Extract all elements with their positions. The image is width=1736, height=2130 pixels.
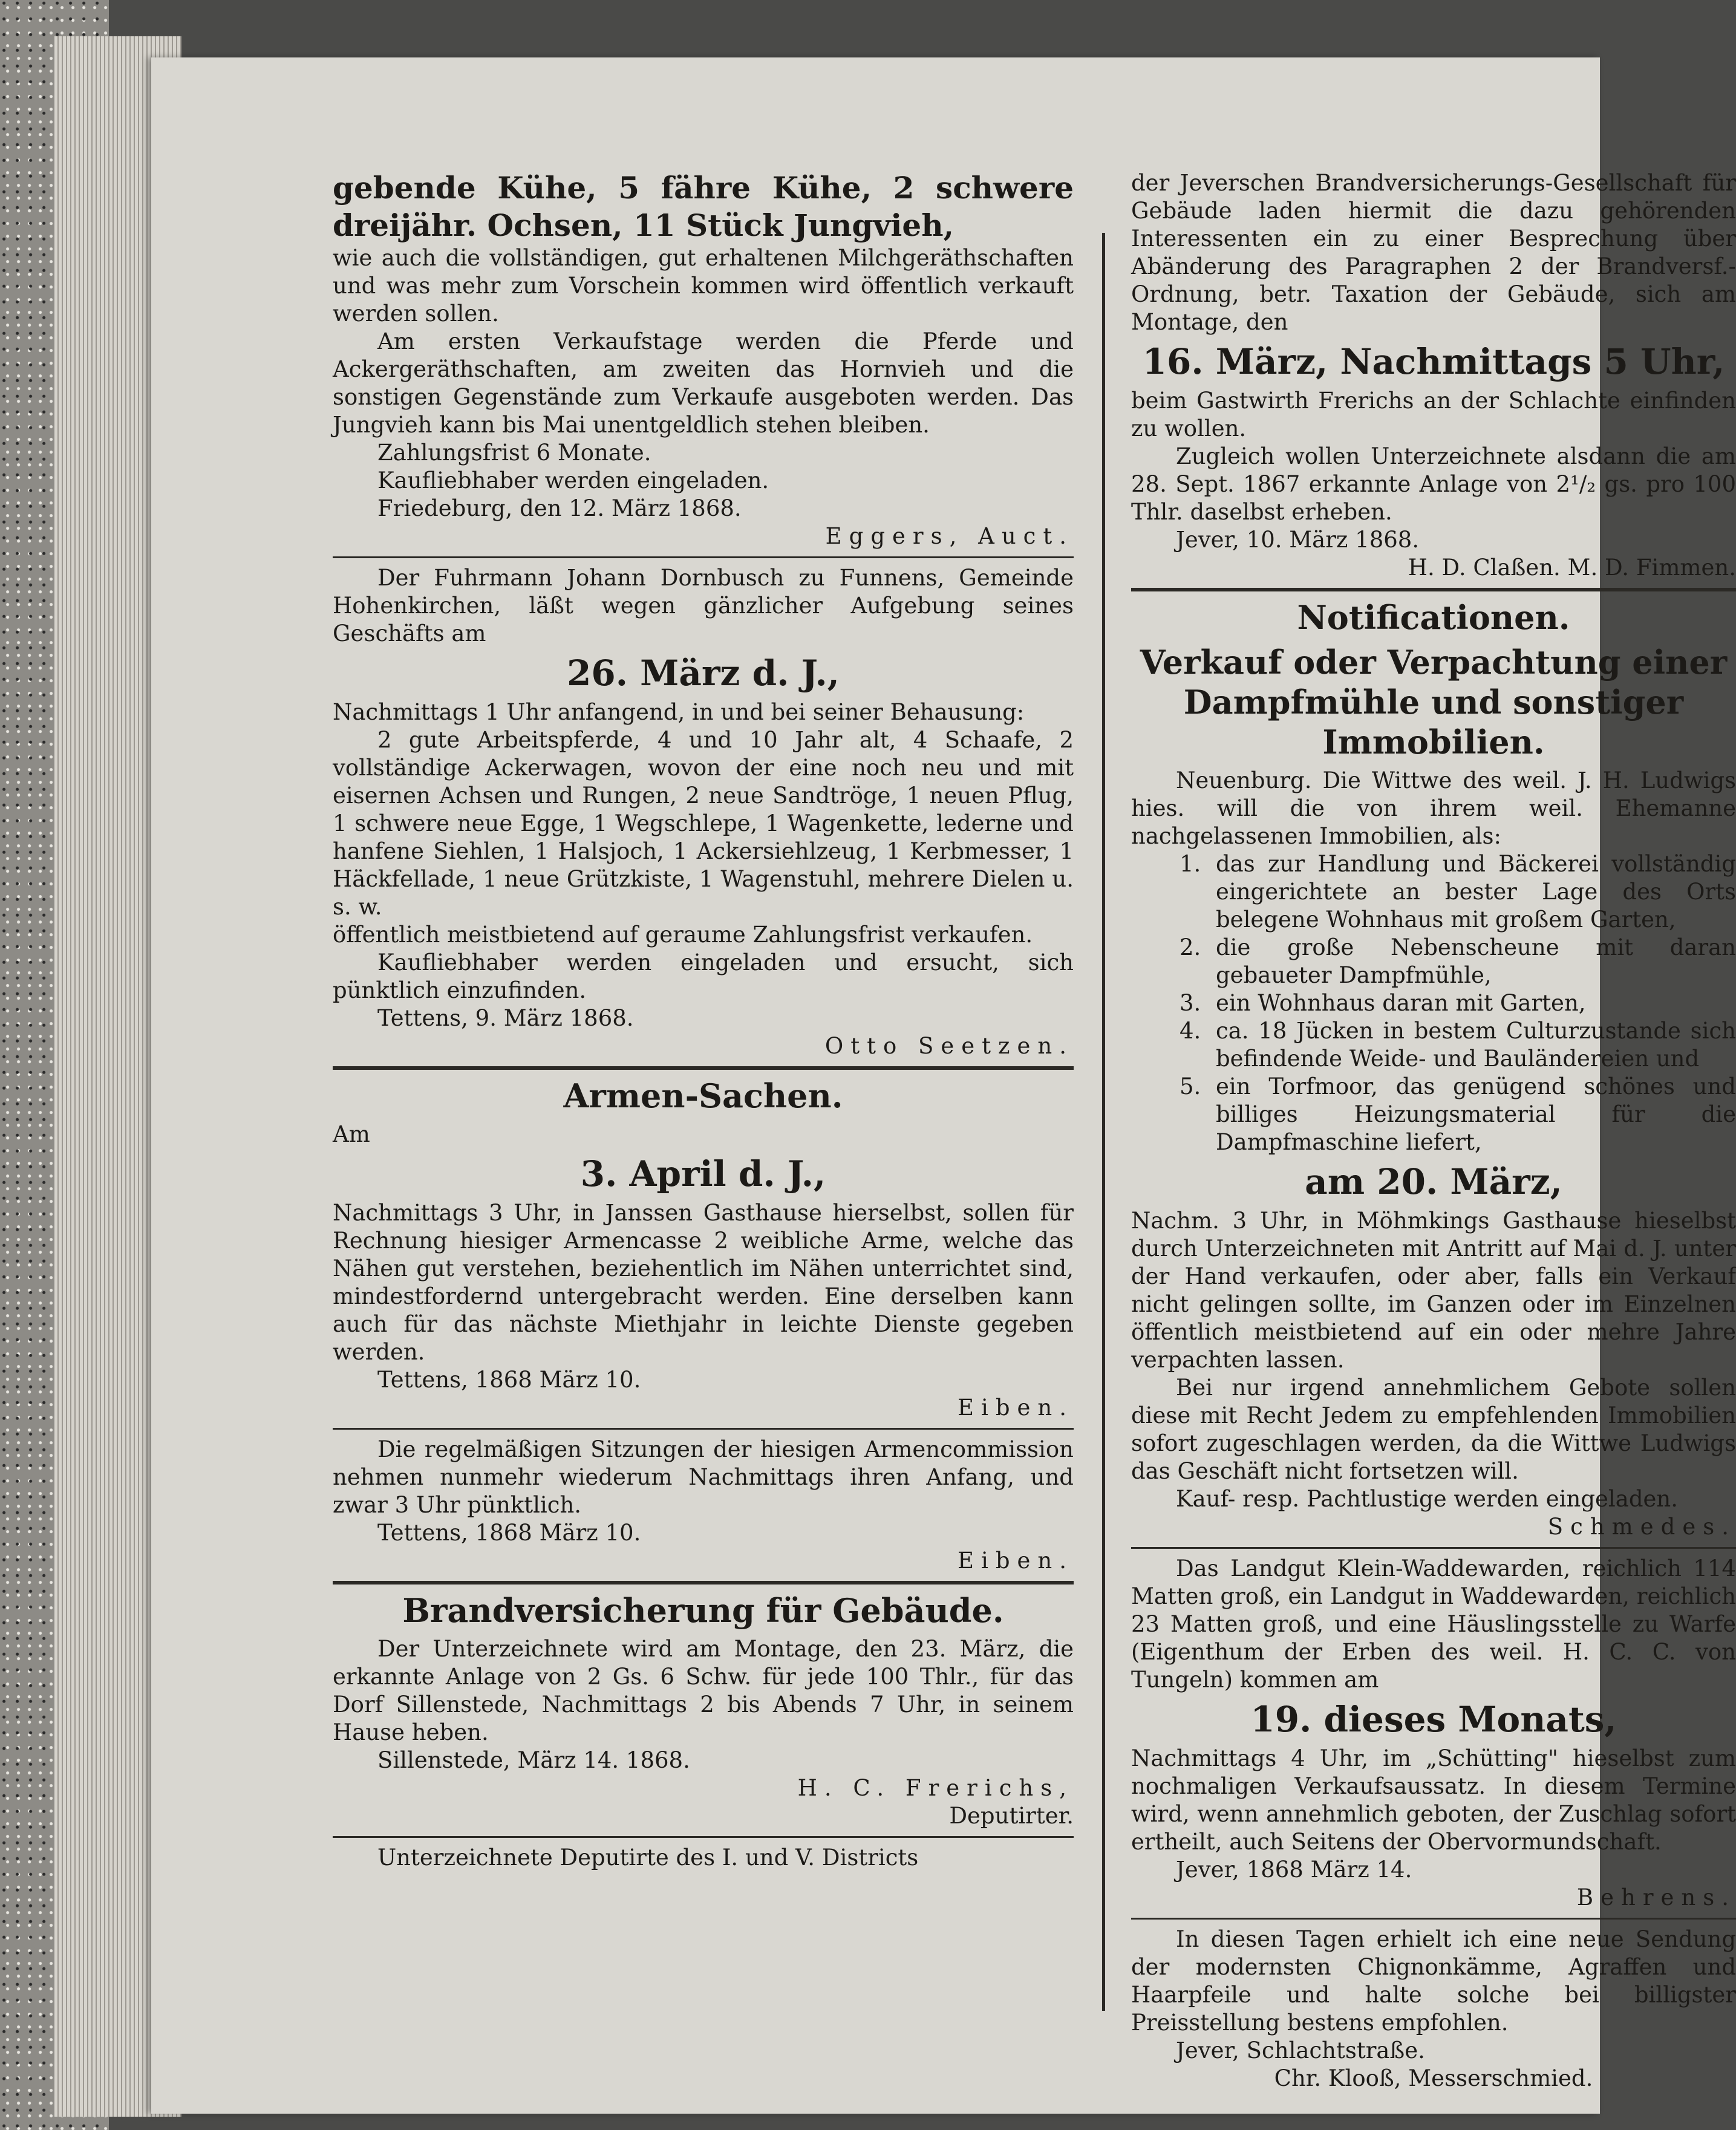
separator	[1131, 1918, 1736, 1920]
armen-date: 3. April d. J.,	[580, 1153, 826, 1194]
brand-heading: Brandversicherung für Gebäude.	[402, 1591, 1004, 1630]
verkauf-body: Nachm. 3 Uhr, in Möhmkings Gasthause hieselbst durch Unterzeichneten mit Antritt auf Mai d. J. unter der Hand verkaufen, oder aber, falls ein Verkauf nicht gelingen sollte, im Ganzen oder im Einzelnen öffentlich meistbietend auf ein oder mehre Jahre verpachten lassen.	[1131, 1208, 1736, 1373]
notificationen-heading: Notificationen.	[1297, 598, 1570, 637]
list-item-number: 3.	[1180, 990, 1201, 1016]
deputirte-place-date: Jever, 10. März 1868.	[1176, 527, 1420, 553]
sitzungen-body: Die regelmäßigen Sitzungen der hiesigen Armencommission nehmen nunmehr wiederum Nachmittags ihren Anfang, und zwar 3 Uhr pünktlich.	[333, 1436, 1074, 1518]
verkauf-paragraph-2: Bei nur irgend annehmlichem Gebote sollen diese mit Recht Jedem zu empfehlenden Immobilien sofort zugeschlagen werden, da die Wittwe Ludwigs das Geschäft nicht fortsetzen will.	[1131, 1375, 1736, 1484]
auction1-body: wie auch die vollständigen, gut erhaltenen Milchgeräthschaften und was mehr zum Vorschein kommen wird öffentlich verkauft werden sollen.	[333, 245, 1074, 327]
landgut-body: Das Landgut Klein-Waddewarden, reichlich 114 Matten groß, ein Landgut in Waddewarden, reichlich 23 Matten groß, und eine Häuslingsstelle zu Warfe (Eigenthum der Erben des weil. H. C. C. von Tungeln) kommen am	[1131, 1555, 1736, 1693]
armen-place-date: Tettens, 1868 März 10.	[377, 1367, 641, 1393]
auction1-place-date: Friedeburg, den 12. März 1868.	[377, 495, 742, 521]
auction2-invite: Kaufliebhaber werden eingeladen und ersucht, sich pünktlich einzufinden.	[333, 949, 1074, 1003]
separator	[333, 556, 1074, 558]
separator	[333, 1836, 1074, 1838]
armen-am: Am	[333, 1121, 370, 1147]
verkauf-intro: Neuenburg. Die Wittwe des weil. J. H. Ludwigs hies. will die von ihrem weil. Ehemanne nachgelassenen Immobilien, als:	[1131, 767, 1736, 849]
separator	[333, 1581, 1074, 1584]
auction1-paragraph-3: Zahlungsfrist 6 Monate.	[377, 440, 651, 466]
landgut-place-date: Jever, 1868 März 14.	[1176, 1857, 1412, 1883]
deputirte-continuation: der Jeverschen Brandversicherungs-Gesellschaft für Gebäude laden hiermit die dazu gehörenden Interessenten ein zu einer Besprechung über Abänderung des Paragraphen 2 der Brandversf.-Ordnung, betr. Taxation der Gebäude, sich am Montage, den	[1131, 170, 1736, 335]
landgut-date: 19. dieses Monats,	[1250, 1699, 1617, 1740]
deputirte-date: 16. März, Nachmittags 5 Uhr,	[1142, 341, 1725, 382]
list-item-number: 2.	[1180, 934, 1201, 960]
kloos-place: Jever, Schlachtstraße.	[1176, 2037, 1425, 2063]
verkauf-heading: Verkauf oder Verpachtung einer Dampfmühle und sonstiger Immobilien.	[1140, 643, 1728, 761]
armen-heading: Armen-Sachen.	[563, 1076, 843, 1115]
sitzungen-signature: Eiben.	[957, 1548, 1074, 1574]
list-item	[1180, 989, 1736, 1017]
auction2-intro: Der Fuhrmann Johann Dornbusch zu Funnens, Gemeinde Hohenkirchen, läßt wegen gänzlicher Aufgebung seines Geschäfts am	[333, 565, 1074, 646]
deputirte-place-text: beim Gastwirth Frerichs an der Schlachte einfinden zu wollen.	[1131, 388, 1736, 441]
auction2-place-date: Tettens, 9. März 1868.	[377, 1005, 634, 1031]
brand-place-date: Sillenstede, März 14. 1868.	[377, 1747, 690, 1773]
auction1-headline: gebende Kühe, 5 fähre Kühe, 2 schwere dreijähr. Ochsen, 11 Stück Jungvieh,	[333, 170, 1074, 243]
separator	[1131, 1547, 1736, 1549]
auction2-public: öffentlich meistbietend auf geraume Zahlungsfrist verkaufen.	[333, 922, 1033, 948]
list-item-number: 4.	[1180, 1018, 1201, 1044]
brand-body: Der Unterzeichnete wird am Montage, den 23. März, die erkannte Anlage von 2 Gs. 6 Schw. für jede 100 Thlr., für das Dorf Sillenstede, Nachmittags 2 bis Abends 7 Uhr, in seinem Hause heben.	[333, 1636, 1074, 1745]
list-item-text: ein Torfmoor, das genügend schönes und billiges Heizungsmaterial für die Dampfmaschine liefert,	[1216, 1073, 1736, 1155]
list-item-number: 5.	[1180, 1073, 1201, 1099]
auction2-items: 2 gute Arbeitspferde, 4 und 10 Jahr alt, 4 Schaafe, 2 vollständige Ackerwagen, wovon der eine noch neu und mit eisernen Achsen und Rungen, 2 neue Sandtröge, 1 neuen Pflug, 1 schwere neue Egge, 1 Wegschlepe, 1 Wagenkette, lederne und hanfene Siehlen, 1 Halsjoch, 1 Ackersiehlzeug, 1 Kerbmesser, 1 Häckfellade, 1 neue Grützkiste, 1 Wagenstuhl, mehrere Dielen u. s. w.	[333, 727, 1074, 920]
landgut-signature: Behrens.	[1576, 1884, 1736, 1910]
armen-body: Nachmittags 3 Uhr, in Janssen Gasthause hierselbst, sollen für Rechnung hiesiger Armencasse 2 weibliche Arme, welche das Nähen gut verstehen, beziehentlich im Nähen unterrichtet sind, mindestfordernd untergebracht werden. Eine derselben kann auch für das nächste Miethjahr in leichte Dienste gegeben werden.	[333, 1200, 1074, 1365]
brand-role: Deputirter.	[949, 1803, 1074, 1829]
kloos-signature: Chr. Klooß, Messerschmied.	[1274, 2065, 1593, 2091]
deputirte-signatures: H. D. Claßen. M. D. Fimmen.	[1408, 555, 1736, 581]
list-item-text: das zur Handlung und Bäckerei vollständig eingerichtete an bester Lage des Orts belegene Wohnhaus mit großem Garten,	[1216, 851, 1736, 933]
verkauf-signature: Schmedes.	[1547, 1514, 1736, 1540]
list-item-text: ca. 18 Jücken in bestem Culturzustande sich befindende Weide- und Bauländereien und	[1216, 1018, 1736, 1072]
right-column	[1131, 169, 1736, 2093]
separator	[1131, 588, 1736, 591]
list-item-text: ein Wohnhaus daran mit Garten,	[1216, 990, 1586, 1016]
list-item	[1180, 934, 1736, 989]
kloos-body: In diesen Tagen erhielt ich eine neue Sendung der modernsten Chignonkämme, Agraffen und Haarpfeile und halte solche bei billigster Preisstellung bestens empfohlen.	[1131, 1926, 1736, 2036]
auction2-signature: Otto Seetzen.	[824, 1033, 1074, 1059]
list-item-number: 1.	[1180, 851, 1201, 877]
deputirte-paragraph-2: Zugleich wollen Unterzeichnete alsdann die am 28. Sept. 1867 erkannte Anlage von 2¹/₂ gs. pro 100 Thlr. daselbst erheben.	[1131, 443, 1736, 525]
list-item-text: die große Nebenscheune mit daran gebaueter Dampfmühle,	[1216, 934, 1736, 988]
sitzungen-place-date: Tettens, 1868 März 10.	[377, 1520, 641, 1546]
auction2-time: Nachmittags 1 Uhr anfangend, in und bei seiner Behausung:	[333, 699, 1025, 725]
list-item	[1180, 850, 1736, 934]
separator	[333, 1428, 1074, 1430]
auction1-paragraph-2: Am ersten Verkaufstage werden die Pferde und Ackergeräthschaften, am zweiten das Hornvieh und die sonstigen Gegenstände zum Verkaufe ausgeboten werden. Das Jungvieh kann bis Mai unentgeldlich stehen bleiben.	[333, 328, 1074, 438]
auction2-date: 26. März d. J.,	[567, 653, 840, 694]
list-item	[1180, 1073, 1736, 1156]
brand-signature: H. C. Frerichs,	[797, 1775, 1074, 1801]
armen-signature: Eiben.	[957, 1395, 1074, 1421]
separator	[333, 1066, 1074, 1070]
deputirte-start: Unterzeichnete Deputirte des I. und V. Districts	[377, 1845, 919, 1871]
immobilien-list	[1131, 850, 1736, 1156]
auction1-paragraph-4: Kaufliebhaber werden eingeladen.	[377, 467, 769, 493]
list-item	[1180, 1017, 1736, 1073]
newspaper-page	[151, 57, 1736, 2114]
verkauf-date: am 20. März,	[1305, 1161, 1562, 1202]
landgut-paragraph-2: Nachmittags 4 Uhr, im „Schütting" hieselbst zum nochmaligen Verkaufsaussatz. In diesem Termine wird, wenn annehmlich geboten, der Zuschlag sofort ertheilt, auch Seitens der Obervormundschaft.	[1131, 1745, 1736, 1855]
column-divider	[1102, 233, 1105, 2011]
verkauf-paragraph-3: Kauf- resp. Pachtlustige werden eingeladen.	[1176, 1486, 1678, 1512]
auction1-signature: Eggers, Auct.	[825, 523, 1074, 549]
left-column	[333, 169, 1074, 1872]
